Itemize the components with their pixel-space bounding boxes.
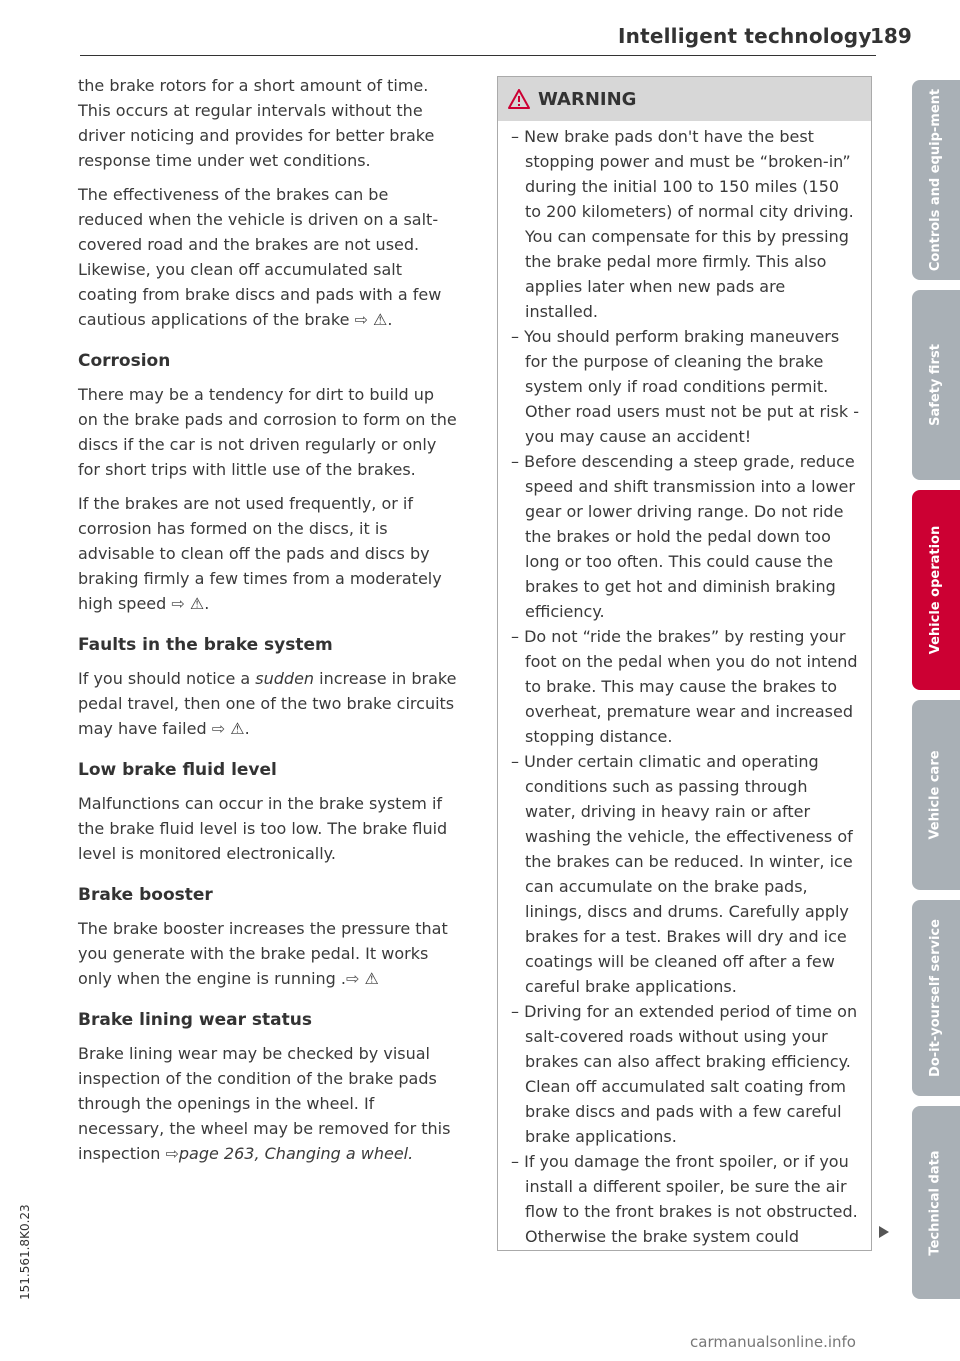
paragraph: There may be a tendency for dirt to build up on the brake pads and corrosion to form on the discs if the car is not driven regularly or only for short trips with little use of the brakes. (78, 385, 457, 479)
warning-list (498, 124, 871, 1249)
paragraph: The brake booster increases the pressure that you generate with the brake pedal. It works only when the engine is running .⇨ ⚠ (78, 919, 448, 988)
section-heading-corrosion: Corrosion (78, 351, 171, 371)
page-header-title: Intelligent technology (618, 24, 872, 48)
tab-controls-and-equipment[interactable]: Controls and equip-ment (912, 80, 960, 280)
warning-triangle-icon: ⚠ (230, 719, 245, 738)
section-heading-lining: Brake lining wear status (78, 1010, 312, 1030)
cross-ref-arrow-icon[interactable]: ⇨ (346, 969, 360, 988)
paragraph: Malfunctions can occur in the brake system if the brake fluid level is too low. The brake fluid level is monitored electronically. (78, 794, 448, 863)
warning-item: – You should perform braking maneuvers for the purpose of cleaning the brake system only if road conditions permit. Other road users must not be put at risk - you may cause an accident! (498, 324, 871, 449)
warning-triangle-icon (508, 89, 530, 109)
warning-item: – Under certain climatic and operating conditions such as passing through water, driving in heavy rain or after washing the vehicle, the effectiveness of the brakes can be reduced. In winter, ice can accumulate on the brake pads, linings, discs and drums. Carefully apply brakes for a test. Brakes will dry and ice coatings will be cleaned off after a few careful brake applications. (498, 749, 871, 999)
warning-box (497, 76, 872, 1251)
paragraph: Brake lining wear may be checked by visual inspection of the condition of the brake pads through the openings in the wheel. If necessary, the wheel may be removed for this inspection ⇨page 263, Changing a wheel. (78, 1044, 451, 1163)
warning-item: – If you damage the front spoiler, or if you install a different spoiler, be sure the air flow to the front brakes is not obstructed. Otherwise the brake system could (498, 1149, 871, 1249)
warning-item: – Driving for an extended period of time on salt-covered roads without using your brakes can also affect braking efficiency. Clean off accumulated salt coating from brake discs and pads with a few careful brake applications. (498, 999, 871, 1149)
warning-item: – Do not “ride the brakes” by resting your foot on the pedal when you do not intend to brake. This may cause the brakes to overheat, premature wear and increased stopping distance. (498, 624, 871, 749)
warning-item: – Before descending a steep grade, reduce speed and shift transmission into a lower gear or lower driving range. Do not ride the brakes or hold the pedal down too long or too often. This could cause the brakes to get hot and diminish braking efficiency. (498, 449, 871, 624)
cross-ref-arrow-icon[interactable]: ⇨ (211, 719, 226, 738)
page-reference-link[interactable]: page 263, Changing a wheel. (178, 1144, 414, 1163)
tab-technical-data[interactable]: Technical data (912, 1106, 960, 1299)
warning-triangle-icon: ⚠ (364, 969, 379, 988)
header-rule (80, 55, 876, 56)
section-heading-faults: Faults in the brake system (78, 635, 333, 655)
tab-safety-first[interactable]: Safety first (912, 290, 960, 480)
section-heading-fluid: Low brake fluid level (78, 760, 277, 780)
cross-ref-arrow-icon[interactable]: ⇨ (165, 1144, 179, 1163)
warning-triangle-icon: ⚠ (373, 310, 388, 329)
cross-ref-arrow-icon[interactable]: ⇨ (354, 310, 368, 329)
paragraph: If you should notice a sudden increase in brake pedal travel, then one of the two brake circuits may have failed ⇨ ⚠. (78, 669, 457, 738)
watermark: carmanualsonline.info (690, 1333, 856, 1351)
tab-vehicle-operation[interactable]: Vehicle operation (912, 490, 960, 690)
warning-item: – New brake pads don't have the best stopping power and must be “broken-in” during the initial 100 to 150 miles (150 to 200 kilometers) of normal city driving. You can compensate for this by pressing the brake pedal more firmly. This also applies later when new pads are installed. (498, 124, 871, 324)
warning-triangle-icon: ⚠ (189, 594, 205, 613)
document-code: 151.561.8K0.23 (18, 1204, 32, 1300)
tab-vehicle-care[interactable]: Vehicle care (912, 700, 960, 890)
paragraph: If the brakes are not used frequently, or if corrosion has formed on the discs, it is advisable to clean off the pads and discs by braking firmly a few times from a moderately high speed ⇨ ⚠. (78, 494, 442, 613)
tab-do-it-yourself-service[interactable]: Do-it-yourself service (912, 900, 960, 1096)
paragraph: the brake rotors for a short amount of time. This occurs at regular intervals without the driver noticing and provides for better brake response time under wet conditions. (78, 76, 435, 170)
section-heading-booster: Brake booster (78, 885, 213, 905)
continue-arrow-icon (879, 1226, 889, 1238)
left-column (78, 73, 458, 1175)
warning-header (498, 77, 871, 121)
paragraph: The effectiveness of the brakes can be reduced when the vehicle is driven on a salt-covered road and the brakes are not used. Likewise, you clean off accumulated salt coating from brake discs and pads with a few cautious applications of the brake ⇨ ⚠. (78, 185, 442, 329)
warning-title: WARNING (538, 88, 637, 110)
page-number: 189 (870, 24, 912, 48)
cross-ref-arrow-icon[interactable]: ⇨ (171, 594, 185, 613)
